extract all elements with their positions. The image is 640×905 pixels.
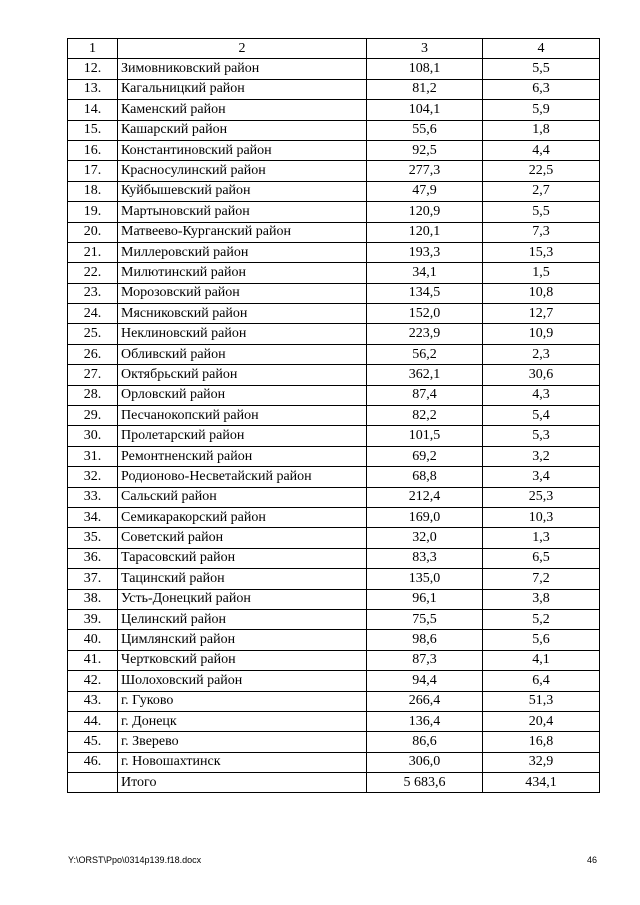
header-cell-2: 2 — [118, 39, 367, 59]
table-row — [68, 589, 600, 609]
table-row — [68, 365, 600, 385]
row-value-3: 47,9 — [367, 181, 483, 201]
row-value-3: 223,9 — [367, 324, 483, 344]
row-number: 29. — [68, 406, 118, 426]
row-value-3: 266,4 — [367, 691, 483, 711]
row-value-3: 56,2 — [367, 344, 483, 364]
row-number: 17. — [68, 161, 118, 181]
row-value-3: 306,0 — [367, 752, 483, 772]
row-number: 32. — [68, 467, 118, 487]
table-row — [68, 100, 600, 120]
row-name: Ремонтненский район — [118, 446, 367, 466]
row-name: Итого — [118, 773, 367, 793]
table-body — [68, 39, 600, 793]
table-row — [68, 120, 600, 140]
row-value-3: 34,1 — [367, 263, 483, 283]
row-value-4: 25,3 — [483, 487, 600, 507]
row-value-3: 82,2 — [367, 406, 483, 426]
row-value-3: 136,4 — [367, 711, 483, 731]
row-number: 41. — [68, 650, 118, 670]
row-number: 33. — [68, 487, 118, 507]
row-name: г. Новошахтинск — [118, 752, 367, 772]
row-value-4: 5,3 — [483, 426, 600, 446]
row-value-3: 169,0 — [367, 507, 483, 527]
row-value-3: 277,3 — [367, 161, 483, 181]
row-number: 13. — [68, 79, 118, 99]
row-value-4: 16,8 — [483, 732, 600, 752]
table-row — [68, 79, 600, 99]
footer-page-number: 46 — [586, 855, 597, 865]
table-row — [68, 385, 600, 405]
row-number: 16. — [68, 140, 118, 160]
table-row — [68, 181, 600, 201]
row-value-3: 55,6 — [367, 120, 483, 140]
row-number: 35. — [68, 528, 118, 548]
row-value-3: 120,9 — [367, 202, 483, 222]
row-value-4: 7,3 — [483, 222, 600, 242]
row-name: г. Донецк — [118, 711, 367, 731]
row-value-4: 4,1 — [483, 650, 600, 670]
row-number: 28. — [68, 385, 118, 405]
row-name: Усть-Донецкий район — [118, 589, 367, 609]
row-number: 21. — [68, 242, 118, 262]
footer-file-path: Y:\ORST\Ppo\0314p139.f18.docx — [68, 855, 202, 865]
row-number: 12. — [68, 59, 118, 79]
row-name: Тарасовский район — [118, 548, 367, 568]
row-number: 40. — [68, 630, 118, 650]
row-name: Матвеево-Курганский район — [118, 222, 367, 242]
row-number: 19. — [68, 202, 118, 222]
row-value-4: 22,5 — [483, 161, 600, 181]
row-value-3: 120,1 — [367, 222, 483, 242]
table-row — [68, 59, 600, 79]
table-row — [68, 650, 600, 670]
row-number: 24. — [68, 304, 118, 324]
row-value-4: 20,4 — [483, 711, 600, 731]
row-number: 22. — [68, 263, 118, 283]
row-value-3: 86,6 — [367, 732, 483, 752]
table-row — [68, 752, 600, 772]
row-value-3: 87,3 — [367, 650, 483, 670]
row-number: 23. — [68, 283, 118, 303]
table-row — [68, 630, 600, 650]
row-value-4: 5,4 — [483, 406, 600, 426]
row-value-3: 98,6 — [367, 630, 483, 650]
row-number: 20. — [68, 222, 118, 242]
row-value-4: 15,3 — [483, 242, 600, 262]
row-name: Пролетарский район — [118, 426, 367, 446]
row-number: 46. — [68, 752, 118, 772]
row-value-4: 30,6 — [483, 365, 600, 385]
row-value-4: 6,4 — [483, 671, 600, 691]
row-value-4: 1,8 — [483, 120, 600, 140]
table-row — [68, 140, 600, 160]
row-name: Родионово-Несветайский район — [118, 467, 367, 487]
row-value-4: 3,2 — [483, 446, 600, 466]
row-number: 44. — [68, 711, 118, 731]
row-value-4: 434,1 — [483, 773, 600, 793]
row-value-3: 96,1 — [367, 589, 483, 609]
table-row — [68, 487, 600, 507]
row-number: 45. — [68, 732, 118, 752]
row-name: Константиновский район — [118, 140, 367, 160]
row-name: Зимовниковский район — [118, 59, 367, 79]
row-value-4: 12,7 — [483, 304, 600, 324]
row-value-3: 68,8 — [367, 467, 483, 487]
row-number: 14. — [68, 100, 118, 120]
row-name: Мартыновский район — [118, 202, 367, 222]
row-value-4: 3,8 — [483, 589, 600, 609]
row-number: 42. — [68, 671, 118, 691]
row-number — [68, 773, 118, 793]
row-name: Кашарский район — [118, 120, 367, 140]
table-row — [68, 426, 600, 446]
row-value-3: 212,4 — [367, 487, 483, 507]
row-value-4: 5,2 — [483, 609, 600, 629]
row-number: 27. — [68, 365, 118, 385]
row-value-4: 32,9 — [483, 752, 600, 772]
row-number: 43. — [68, 691, 118, 711]
row-value-4: 6,3 — [483, 79, 600, 99]
table-row — [68, 406, 600, 426]
row-number: 34. — [68, 507, 118, 527]
row-name: Семикаракорский район — [118, 507, 367, 527]
row-name: Миллеровский район — [118, 242, 367, 262]
table-row — [68, 446, 600, 466]
table-row — [68, 263, 600, 283]
row-number: 39. — [68, 609, 118, 629]
row-value-4: 5,9 — [483, 100, 600, 120]
row-number: 31. — [68, 446, 118, 466]
row-value-4: 3,4 — [483, 467, 600, 487]
row-value-4: 10,8 — [483, 283, 600, 303]
row-value-3: 5 683,6 — [367, 773, 483, 793]
row-value-4: 2,7 — [483, 181, 600, 201]
row-value-4: 7,2 — [483, 569, 600, 589]
row-value-3: 135,0 — [367, 569, 483, 589]
table-row — [68, 222, 600, 242]
table-row — [68, 467, 600, 487]
row-name: Морозовский район — [118, 283, 367, 303]
table-row — [68, 283, 600, 303]
header-cell-4: 4 — [483, 39, 600, 59]
row-name: Цимлянский район — [118, 630, 367, 650]
header-cell-3: 3 — [367, 39, 483, 59]
row-value-3: 83,3 — [367, 548, 483, 568]
row-name: Красносулинский район — [118, 161, 367, 181]
row-value-3: 108,1 — [367, 59, 483, 79]
row-number: 18. — [68, 181, 118, 201]
row-value-4: 1,3 — [483, 528, 600, 548]
row-value-3: 32,0 — [367, 528, 483, 548]
row-value-4: 10,9 — [483, 324, 600, 344]
row-name: Сальский район — [118, 487, 367, 507]
row-number: 15. — [68, 120, 118, 140]
row-number: 26. — [68, 344, 118, 364]
table-row — [68, 548, 600, 568]
row-name: Чертковский район — [118, 650, 367, 670]
row-value-4: 5,5 — [483, 202, 600, 222]
table-row — [68, 528, 600, 548]
row-value-4: 5,6 — [483, 630, 600, 650]
table-row — [68, 711, 600, 731]
table-row — [68, 671, 600, 691]
row-value-3: 104,1 — [367, 100, 483, 120]
row-value-3: 362,1 — [367, 365, 483, 385]
row-value-3: 75,5 — [367, 609, 483, 629]
row-value-3: 92,5 — [367, 140, 483, 160]
row-name: Целинский район — [118, 609, 367, 629]
table-header-row — [68, 39, 600, 59]
row-number: 25. — [68, 324, 118, 344]
row-value-4: 6,5 — [483, 548, 600, 568]
row-value-3: 134,5 — [367, 283, 483, 303]
table-row — [68, 773, 600, 793]
table-row — [68, 732, 600, 752]
row-value-3: 152,0 — [367, 304, 483, 324]
table-row — [68, 507, 600, 527]
table-row — [68, 691, 600, 711]
row-name: г. Гуково — [118, 691, 367, 711]
table-row — [68, 242, 600, 262]
header-cell-1: 1 — [68, 39, 118, 59]
row-value-4: 1,5 — [483, 263, 600, 283]
row-name: Обливский район — [118, 344, 367, 364]
row-name: г. Зверево — [118, 732, 367, 752]
row-name: Кагальницкий район — [118, 79, 367, 99]
data-table — [67, 38, 600, 793]
row-name: Куйбышевский район — [118, 181, 367, 201]
row-value-3: 94,4 — [367, 671, 483, 691]
row-value-3: 101,5 — [367, 426, 483, 446]
row-name: Тацинский район — [118, 569, 367, 589]
row-name: Каменский район — [118, 100, 367, 120]
row-name: Октябрьский район — [118, 365, 367, 385]
table-row — [68, 344, 600, 364]
row-number: 36. — [68, 548, 118, 568]
row-name: Неклиновский район — [118, 324, 367, 344]
table-row — [68, 161, 600, 181]
table-row — [68, 569, 600, 589]
row-value-3: 81,2 — [367, 79, 483, 99]
row-value-3: 87,4 — [367, 385, 483, 405]
row-value-4: 5,5 — [483, 59, 600, 79]
row-number: 30. — [68, 426, 118, 446]
table-row — [68, 304, 600, 324]
row-name: Советский район — [118, 528, 367, 548]
row-name: Милютинский район — [118, 263, 367, 283]
row-name: Песчанокопский район — [118, 406, 367, 426]
row-value-4: 10,3 — [483, 507, 600, 527]
row-value-4: 4,3 — [483, 385, 600, 405]
row-value-3: 193,3 — [367, 242, 483, 262]
row-number: 37. — [68, 569, 118, 589]
row-value-4: 4,4 — [483, 140, 600, 160]
row-value-3: 69,2 — [367, 446, 483, 466]
row-value-4: 2,3 — [483, 344, 600, 364]
row-name: Мясниковский район — [118, 304, 367, 324]
row-value-4: 51,3 — [483, 691, 600, 711]
row-name: Шолоховский район — [118, 671, 367, 691]
table-row — [68, 202, 600, 222]
table-row — [68, 324, 600, 344]
row-name: Орловский район — [118, 385, 367, 405]
table-row — [68, 609, 600, 629]
row-number: 38. — [68, 589, 118, 609]
